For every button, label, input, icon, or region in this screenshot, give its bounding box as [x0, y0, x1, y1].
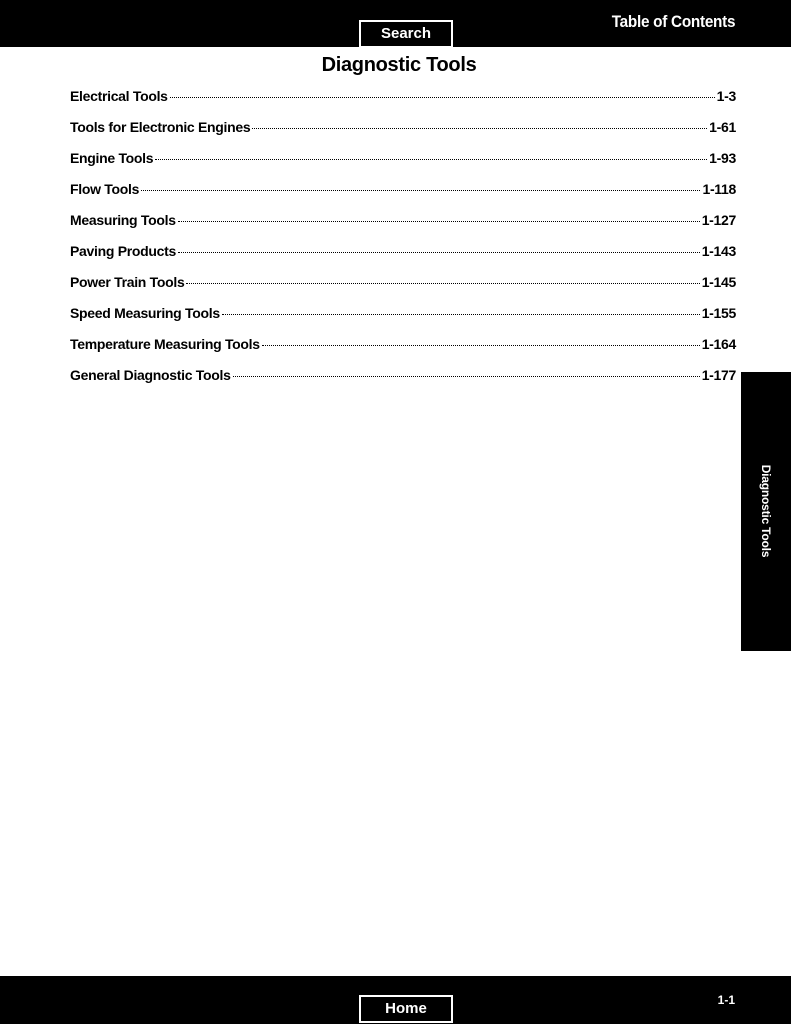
dot-leader	[170, 97, 715, 98]
toc-item-general-diagnostic-tools[interactable]	[70, 367, 736, 398]
toc-item-label: Temperature Measuring Tools	[70, 336, 260, 352]
dot-leader	[141, 190, 700, 191]
toc-item-label: Measuring Tools	[70, 212, 176, 228]
toc-item-page: 1-61	[709, 119, 736, 135]
page-title: Diagnostic Tools	[321, 54, 477, 76]
toc-item-page: 1-127	[701, 212, 736, 228]
toc-item-label: Tools for Electronic Engines	[70, 119, 251, 135]
toc-item-label: Electrical Tools	[70, 88, 168, 104]
toc-item-engine-tools[interactable]	[70, 150, 736, 181]
side-tab-label: Diagnostic Tools	[759, 464, 773, 558]
dot-leader	[178, 221, 700, 222]
toc-item-tools-for-electronic-engines[interactable]	[70, 119, 736, 150]
section-side-tab[interactable]	[741, 372, 791, 651]
page-number: 1-1	[717, 993, 735, 1007]
toc-item-page: 1-3	[716, 88, 736, 104]
toc-item-label: General Diagnostic Tools	[70, 367, 231, 383]
dot-leader	[262, 345, 700, 346]
dot-leader	[222, 314, 700, 315]
toc-item-label: Flow Tools	[70, 181, 140, 197]
toc-item-page: 1-155	[701, 305, 736, 321]
dot-leader	[155, 159, 707, 160]
toc-item-page: 1-143	[701, 243, 736, 259]
home-button[interactable]: Home	[359, 995, 453, 1023]
dot-leader	[178, 252, 700, 253]
toc-item-page: 1-145	[701, 274, 736, 290]
header-bar	[0, 0, 791, 47]
toc-item-electrical-tools[interactable]	[70, 88, 736, 119]
toc-item-speed-measuring-tools[interactable]	[70, 305, 736, 336]
toc-item-paving-products[interactable]	[70, 243, 736, 274]
table-of-contents-link[interactable]: Table of Contents	[611, 12, 735, 31]
toc-item-power-train-tools[interactable]	[70, 274, 736, 305]
toc-item-label: Speed Measuring Tools	[70, 305, 220, 321]
toc-item-page: 1-118	[702, 181, 736, 197]
search-button[interactable]: Search	[359, 20, 453, 48]
toc-item-label: Paving Products	[70, 243, 176, 259]
dot-leader	[233, 376, 700, 377]
toc-item-page: 1-93	[709, 150, 736, 166]
toc-item-page: 1-164	[701, 336, 736, 352]
toc-item-measuring-tools[interactable]	[70, 212, 736, 243]
dot-leader	[186, 283, 699, 284]
toc-item-page: 1-177	[701, 367, 736, 383]
dot-leader	[252, 128, 707, 129]
footer-bar	[0, 976, 791, 1024]
toc-list	[70, 88, 736, 398]
toc-item-label: Power Train Tools	[70, 274, 185, 290]
toc-item-temperature-measuring-tools[interactable]	[70, 336, 736, 367]
toc-item-label: Engine Tools	[70, 150, 154, 166]
toc-item-flow-tools[interactable]	[70, 181, 736, 212]
